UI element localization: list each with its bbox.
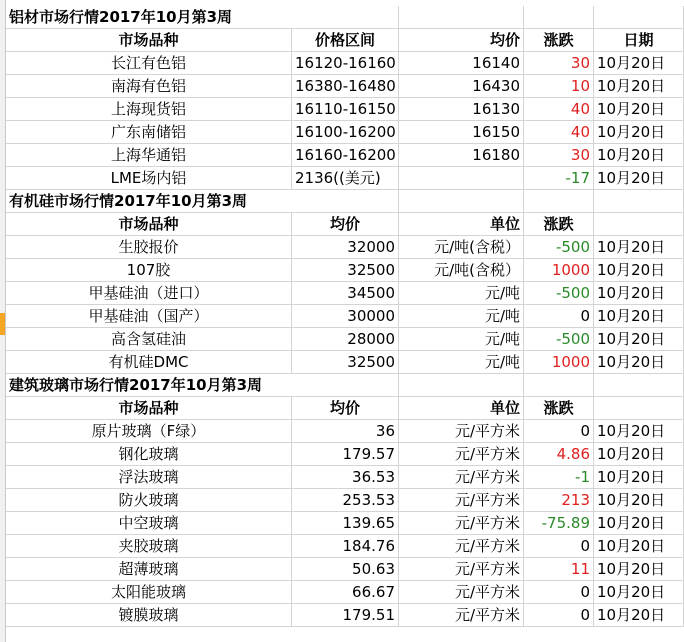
cell-change[interactable]: 0 bbox=[524, 604, 594, 627]
cell-unit[interactable]: 元/吨 bbox=[399, 305, 524, 328]
cell-date[interactable]: 10月20日 bbox=[594, 305, 684, 328]
cell-price-range[interactable]: 16100-16200 bbox=[292, 121, 399, 144]
cell-date[interactable]: 10月20日 bbox=[594, 282, 684, 305]
cell-change[interactable]: 10 bbox=[524, 75, 594, 98]
cell-variety[interactable]: 甲基硅油（进口） bbox=[6, 282, 292, 305]
cell-variety[interactable]: 广东南储铝 bbox=[6, 121, 292, 144]
cell-price-range[interactable]: 16120-16160 bbox=[292, 52, 399, 75]
cell-date[interactable]: 10月20日 bbox=[594, 259, 684, 282]
cell-variety[interactable]: 有机硅DMC bbox=[6, 351, 292, 374]
header-date[interactable]: 日期 bbox=[594, 29, 684, 52]
cell-avg-price[interactable]: 32500 bbox=[292, 259, 399, 282]
header-price-range[interactable]: 价格区间 bbox=[292, 29, 399, 52]
cell-date[interactable]: 10月20日 bbox=[594, 328, 684, 351]
cell-variety[interactable]: 高含氢硅油 bbox=[6, 328, 292, 351]
cell-change[interactable]: 0 bbox=[524, 535, 594, 558]
cell-avg-price[interactable]: 184.76 bbox=[292, 535, 399, 558]
cell-variety[interactable]: 浮法玻璃 bbox=[6, 466, 292, 489]
cell-variety[interactable]: 防火玻璃 bbox=[6, 489, 292, 512]
cell-change[interactable]: 30 bbox=[524, 52, 594, 75]
cell-variety[interactable]: 甲基硅油（国产） bbox=[6, 305, 292, 328]
cell-unit[interactable]: 元/吨(含税） bbox=[399, 236, 524, 259]
cell-date[interactable]: 10月20日 bbox=[594, 351, 684, 374]
empty-cell[interactable] bbox=[594, 213, 684, 236]
cell-price-range[interactable]: 16160-16200 bbox=[292, 144, 399, 167]
header-unit[interactable]: 单位 bbox=[399, 397, 524, 420]
empty-cell[interactable] bbox=[399, 190, 524, 213]
cell-date[interactable]: 10月20日 bbox=[594, 443, 684, 466]
section-title-aluminum[interactable]: 铝材市场行情2017年10月第3周 bbox=[6, 6, 399, 29]
cell-avg-price[interactable]: 34500 bbox=[292, 282, 399, 305]
cell-date[interactable]: 10月20日 bbox=[594, 581, 684, 604]
cell-date[interactable]: 10月20日 bbox=[594, 604, 684, 627]
cell-variety[interactable]: 生胶报价 bbox=[6, 236, 292, 259]
cell-change[interactable]: 40 bbox=[524, 98, 594, 121]
cell-change[interactable]: 11 bbox=[524, 558, 594, 581]
cell-price-range[interactable]: 16380-16480 bbox=[292, 75, 399, 98]
cell-change[interactable]: 4.86 bbox=[524, 443, 594, 466]
cell-date[interactable]: 10月20日 bbox=[594, 420, 684, 443]
header-change[interactable]: 涨跌 bbox=[524, 213, 594, 236]
header-avg-price[interactable]: 均价 bbox=[399, 29, 524, 52]
selected-row-indicator bbox=[0, 313, 5, 335]
cell-change[interactable]: 0 bbox=[524, 305, 594, 328]
cell-unit[interactable]: 元/平方米 bbox=[399, 420, 524, 443]
empty-cell[interactable] bbox=[399, 6, 524, 29]
cell-change[interactable]: -75.89 bbox=[524, 512, 594, 535]
empty-cell[interactable] bbox=[594, 190, 684, 213]
cell-avg-price[interactable] bbox=[399, 167, 524, 190]
cell-avg-price[interactable]: 30000 bbox=[292, 305, 399, 328]
cell-avg-price[interactable]: 66.67 bbox=[292, 581, 399, 604]
empty-cell[interactable] bbox=[399, 374, 524, 397]
section-title-silicone[interactable]: 有机硅市场行情2017年10月第3周 bbox=[6, 190, 399, 213]
cell-avg-price[interactable]: 16140 bbox=[399, 52, 524, 75]
empty-cell[interactable] bbox=[594, 6, 684, 29]
header-avg-price[interactable]: 均价 bbox=[292, 213, 399, 236]
header-unit[interactable]: 单位 bbox=[399, 213, 524, 236]
cell-avg-price[interactable]: 28000 bbox=[292, 328, 399, 351]
cell-avg-price[interactable]: 179.57 bbox=[292, 443, 399, 466]
empty-cell[interactable] bbox=[524, 6, 594, 29]
cell-change[interactable]: -1 bbox=[524, 466, 594, 489]
cell-change[interactable]: 0 bbox=[524, 581, 594, 604]
cell-variety[interactable]: 钢化玻璃 bbox=[6, 443, 292, 466]
cell-unit[interactable]: 元/平方米 bbox=[399, 443, 524, 466]
section-title-glass[interactable]: 建筑玻璃市场行情2017年10月第3周 bbox=[6, 374, 399, 397]
cell-change[interactable]: -500 bbox=[524, 282, 594, 305]
cell-avg-price[interactable]: 36 bbox=[292, 420, 399, 443]
cell-unit[interactable]: 元/平方米 bbox=[399, 489, 524, 512]
cell-variety[interactable]: 中空玻璃 bbox=[6, 512, 292, 535]
cell-variety[interactable]: 107胶 bbox=[6, 259, 292, 282]
cell-date[interactable]: 10月20日 bbox=[594, 75, 684, 98]
cell-variety[interactable]: 镀膜玻璃 bbox=[6, 604, 292, 627]
cell-change[interactable]: 30 bbox=[524, 144, 594, 167]
cell-date[interactable]: 10月20日 bbox=[594, 489, 684, 512]
cell-avg-price[interactable]: 32000 bbox=[292, 236, 399, 259]
cell-date[interactable]: 10月20日 bbox=[594, 144, 684, 167]
cell-date[interactable]: 10月20日 bbox=[594, 512, 684, 535]
cell-date[interactable]: 10月20日 bbox=[594, 558, 684, 581]
cell-change[interactable]: -500 bbox=[524, 236, 594, 259]
cell-avg-price[interactable]: 50.63 bbox=[292, 558, 399, 581]
cell-unit[interactable]: 元/吨 bbox=[399, 351, 524, 374]
empty-cell[interactable] bbox=[524, 190, 594, 213]
empty-cell[interactable] bbox=[524, 374, 594, 397]
cell-unit[interactable]: 元/吨(含税） bbox=[399, 259, 524, 282]
cell-avg-price[interactable]: 179.51 bbox=[292, 604, 399, 627]
header-change[interactable]: 涨跌 bbox=[524, 29, 594, 52]
cell-variety[interactable]: LME场内铝 bbox=[6, 167, 292, 190]
cell-date[interactable]: 10月20日 bbox=[594, 121, 684, 144]
cell-price-range[interactable]: 16110-16150 bbox=[292, 98, 399, 121]
header-avg-price[interactable]: 均价 bbox=[292, 397, 399, 420]
cell-unit[interactable]: 元/平方米 bbox=[399, 535, 524, 558]
cell-avg-price[interactable]: 16150 bbox=[399, 121, 524, 144]
cell-change[interactable]: 1000 bbox=[524, 259, 594, 282]
cell-unit[interactable]: 元/吨 bbox=[399, 282, 524, 305]
cell-date[interactable]: 10月20日 bbox=[594, 466, 684, 489]
cell-unit[interactable]: 元/平方米 bbox=[399, 558, 524, 581]
empty-cell[interactable] bbox=[594, 374, 684, 397]
cell-avg-price[interactable]: 253.53 bbox=[292, 489, 399, 512]
cell-change[interactable]: 0 bbox=[524, 420, 594, 443]
cell-avg-price[interactable]: 16430 bbox=[399, 75, 524, 98]
cell-change[interactable]: -500 bbox=[524, 328, 594, 351]
cell-variety[interactable]: 上海华通铝 bbox=[6, 144, 292, 167]
cell-variety[interactable]: 上海现货铝 bbox=[6, 98, 292, 121]
cell-variety[interactable]: 原片玻璃（F绿） bbox=[6, 420, 292, 443]
cell-price-range[interactable]: 2136((美元) bbox=[292, 167, 399, 190]
cell-date[interactable]: 10月20日 bbox=[594, 52, 684, 75]
cell-change[interactable]: -17 bbox=[524, 167, 594, 190]
cell-variety[interactable]: 夹胶玻璃 bbox=[6, 535, 292, 558]
header-market-variety[interactable]: 市场品种 bbox=[6, 213, 292, 236]
cell-avg-price[interactable]: 139.65 bbox=[292, 512, 399, 535]
cell-avg-price[interactable]: 16130 bbox=[399, 98, 524, 121]
cell-unit[interactable]: 元/吨 bbox=[399, 328, 524, 351]
empty-cell[interactable] bbox=[594, 397, 684, 420]
cell-date[interactable]: 10月20日 bbox=[594, 535, 684, 558]
cell-change[interactable]: 213 bbox=[524, 489, 594, 512]
cell-date[interactable]: 10月20日 bbox=[594, 98, 684, 121]
cell-unit[interactable]: 元/平方米 bbox=[399, 466, 524, 489]
cell-variety[interactable]: 超薄玻璃 bbox=[6, 558, 292, 581]
cell-variety[interactable]: 长江有色铝 bbox=[6, 52, 292, 75]
cell-change[interactable]: 40 bbox=[524, 121, 594, 144]
cell-unit[interactable]: 元/平方米 bbox=[399, 604, 524, 627]
cell-unit[interactable]: 元/平方米 bbox=[399, 581, 524, 604]
header-market-variety[interactable]: 市场品种 bbox=[6, 397, 292, 420]
cell-avg-price[interactable]: 32500 bbox=[292, 351, 399, 374]
cell-unit[interactable]: 元/平方米 bbox=[399, 512, 524, 535]
cell-date[interactable]: 10月20日 bbox=[594, 236, 684, 259]
cell-avg-price[interactable]: 16180 bbox=[399, 144, 524, 167]
cell-variety[interactable]: 南海有色铝 bbox=[6, 75, 292, 98]
header-change[interactable]: 涨跌 bbox=[524, 397, 594, 420]
header-market-variety[interactable]: 市场品种 bbox=[6, 29, 292, 52]
cell-date[interactable]: 10月20日 bbox=[594, 167, 684, 190]
cell-change[interactable]: 1000 bbox=[524, 351, 594, 374]
cell-avg-price[interactable]: 36.53 bbox=[292, 466, 399, 489]
cell-variety[interactable]: 太阳能玻璃 bbox=[6, 581, 292, 604]
